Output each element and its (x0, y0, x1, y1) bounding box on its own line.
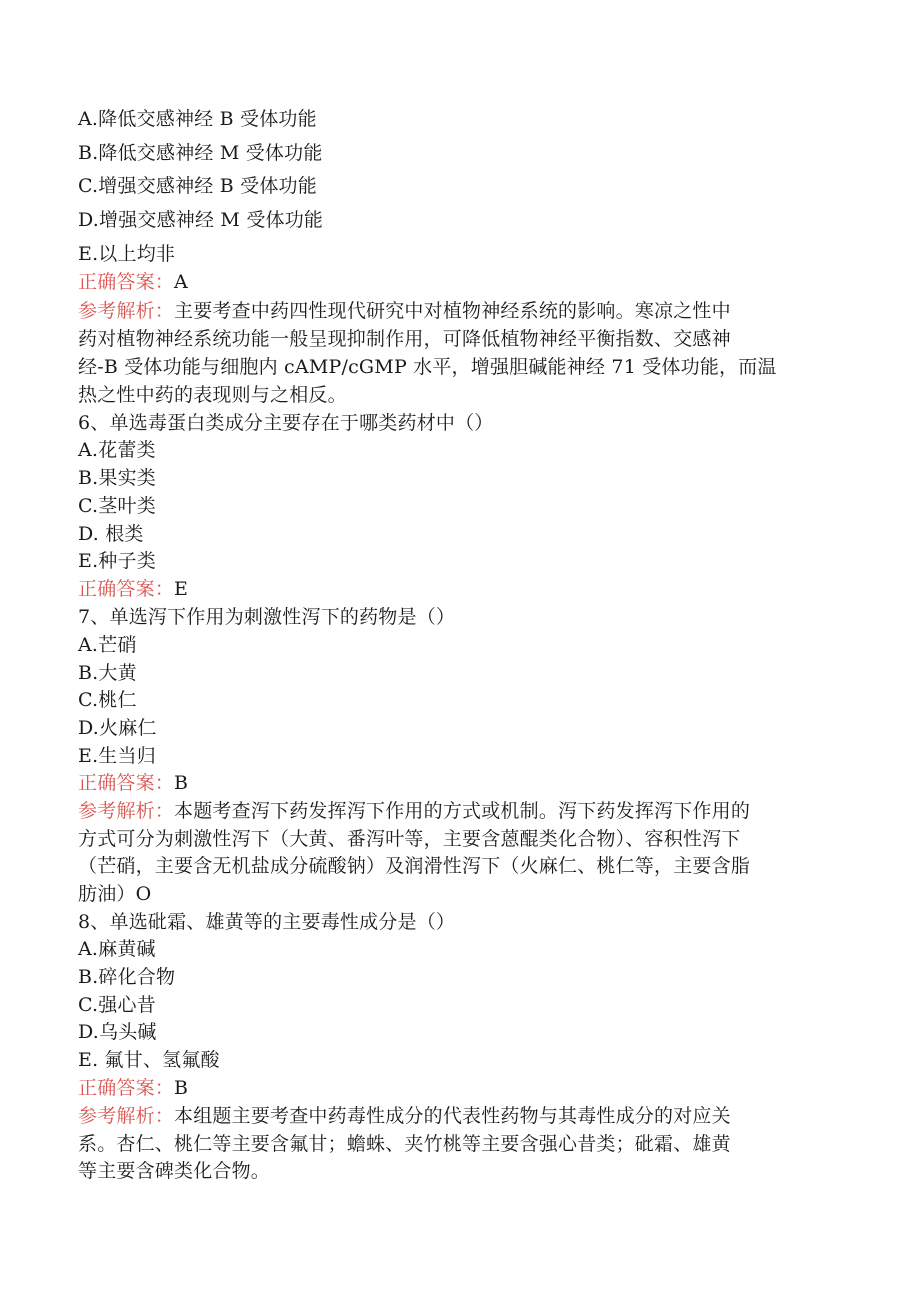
analysis-text: 药对植物神经系统功能一般呈现抑制作用，可降低植物神经平衡指数、交感神 (78, 328, 731, 350)
answer-line (78, 770, 188, 796)
analysis-label: 参考解析： (78, 300, 175, 322)
option-b: B.降低交感神经 M 受体功能 (78, 142, 323, 164)
analysis-line (78, 298, 731, 324)
question-title: 6、单选毒蛋白类成分主要存在于哪类药材中（） (78, 412, 494, 434)
answer-value: E (174, 578, 189, 600)
question-title: 7、单选泻下作用为刺激性泻下的药物是（） (78, 606, 456, 628)
answer-label: 正确答案： (78, 271, 175, 293)
option-c: C.茎叶类 (78, 495, 156, 517)
answer-value: B (174, 1077, 189, 1099)
answer-value: B (174, 772, 189, 794)
analysis-text: 等主要含碑类化合物。 (78, 1160, 271, 1182)
answer-label: 正确答案： (78, 1077, 175, 1099)
analysis-text: 肪油）O (78, 883, 152, 905)
analysis-text: 本题考查泻下药发挥泻下作用的方式或机制。泻下药发挥泻下作用的 (174, 800, 751, 822)
analysis-text: 主要考查中药四性现代研究中对植物神经系统的影响。寒凉之性中 (174, 300, 731, 322)
answer-label: 正确答案： (78, 772, 175, 794)
analysis-label: 参考解析： (78, 800, 175, 822)
option-e: E.种子类 (78, 550, 156, 572)
option-c: C.增强交感神经 B 受体功能 (78, 175, 317, 197)
analysis-text: 方式可分为刺激性泻下（大黄、番泻叶等，主要含蒽醌类化合物）、容积性泻下 (78, 828, 741, 850)
option-d: D. 根类 (78, 523, 144, 545)
question-title: 8、单选砒霜、雄黄等的主要毒性成分是（） (78, 911, 456, 933)
option-a: A.麻黄碱 (78, 938, 156, 960)
option-b: B.碎化合物 (78, 966, 176, 988)
analysis-line (78, 1103, 731, 1129)
option-b: B.大黄 (78, 662, 137, 684)
option-d: D.增强交感神经 M 受体功能 (78, 209, 324, 231)
analysis-line (78, 798, 750, 824)
analysis-text: 本组题主要考查中药毒性成分的代表性药物与其毒性成分的对应关 (174, 1105, 731, 1127)
option-e: E.以上均非 (78, 243, 176, 265)
option-d: D.火麻仁 (78, 717, 157, 739)
answer-line (78, 1075, 188, 1101)
option-a: A.花蕾类 (78, 439, 156, 461)
answer-label: 正确答案： (78, 578, 175, 600)
analysis-text: 经-B 受体功能与细胞内 cAMP/cGMP 水平，增强胆碱能神经 71 受体功能，而温 (78, 356, 777, 378)
answer-line (78, 576, 188, 602)
analysis-text: （芒硝，主要含无机盐成分硫酸钠）及润滑性泻下（火麻仁、桃仁等，主要含脂 (78, 855, 751, 877)
option-d: D.乌头碱 (78, 1021, 157, 1043)
option-e: E.生当归 (78, 745, 156, 767)
option-e: E. 氟甘、氢氟酸 (78, 1049, 220, 1071)
analysis-text: 系。杏仁、桃仁等主要含氟甘；蟾蛛、夹竹桃等主要含强心昔类；砒霜、雄黄 (78, 1133, 731, 1155)
analysis-text: 热之性中药的表现则与之相反。 (78, 384, 347, 406)
option-b: B.果实类 (78, 467, 157, 489)
option-c: C.强心昔 (78, 994, 156, 1016)
option-c: C.桃仁 (78, 689, 137, 711)
option-a: A.降低交感神经 B 受体功能 (78, 108, 317, 130)
answer-value: A (174, 271, 188, 293)
option-a: A.芒硝 (78, 634, 137, 656)
analysis-label: 参考解析： (78, 1105, 175, 1127)
answer-line (78, 269, 188, 295)
